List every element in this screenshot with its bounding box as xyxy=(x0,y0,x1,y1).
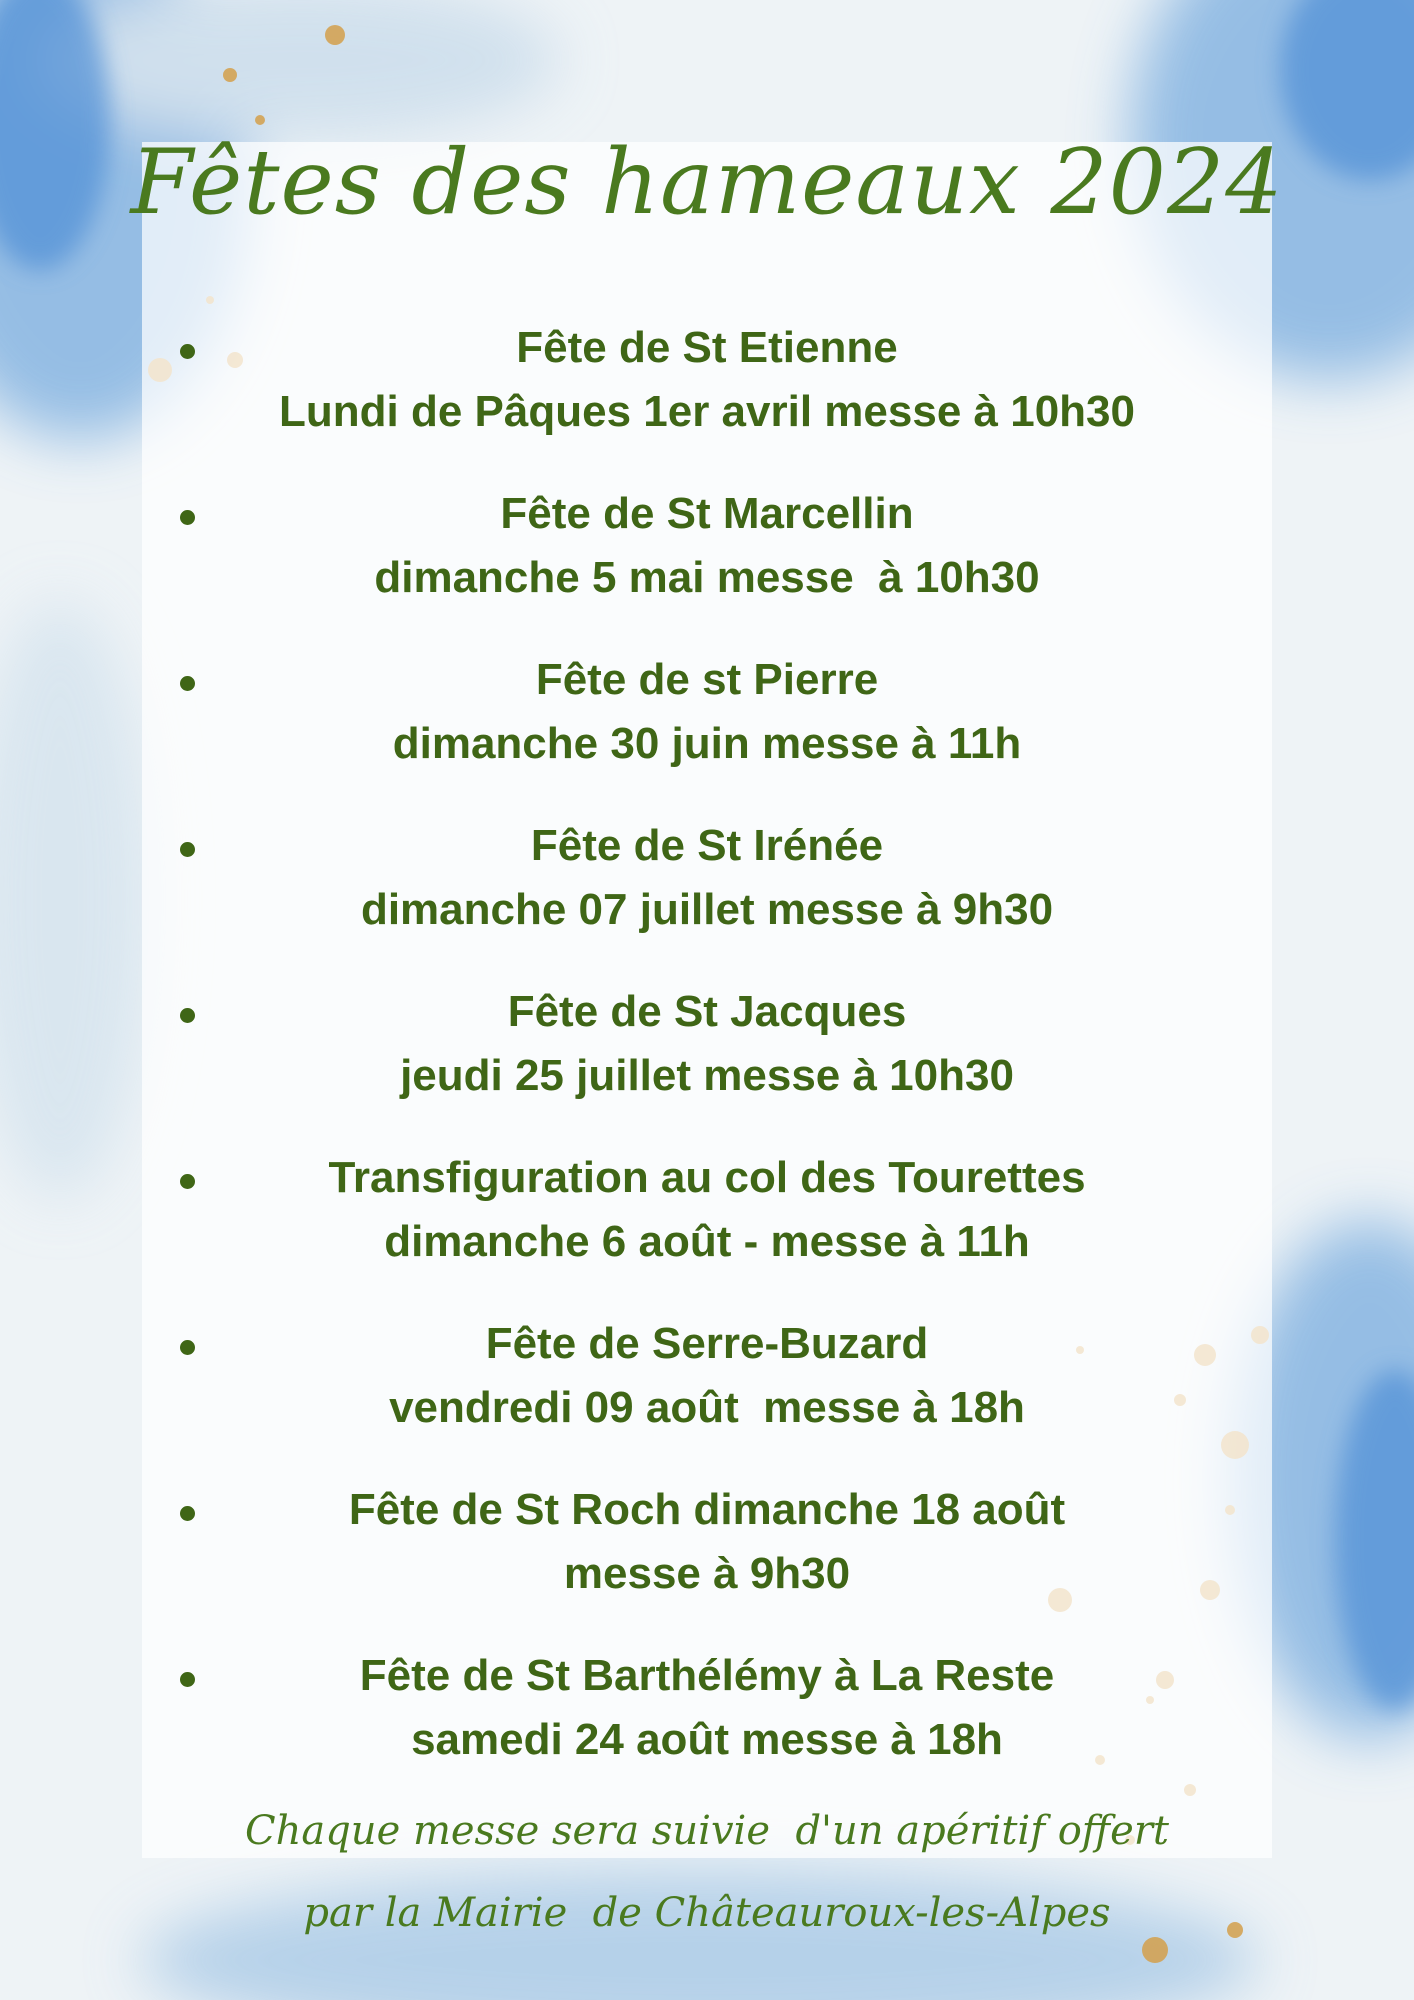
footer-note-line1: Chaque messe sera suivie d'un apéritif offert xyxy=(244,1808,1170,1854)
event-detail: dimanche 6 août - messe à 11h xyxy=(384,1217,1030,1266)
event-detail: jeudi 25 juillet messe à 10h30 xyxy=(400,1051,1014,1100)
list-item xyxy=(0,488,1414,618)
list-item xyxy=(0,1318,1414,1448)
event-name: Fête de St Barthélémy à La Reste xyxy=(359,1651,1055,1700)
event-detail: samedi 24 août messe à 18h xyxy=(411,1715,1003,1764)
list-item xyxy=(0,820,1414,950)
footer-note-line2: par la Mairie de Châteauroux-les-Alpes xyxy=(303,1890,1111,1936)
list-item xyxy=(0,1650,1414,1780)
event-name: Fête de st Pierre xyxy=(535,655,879,704)
event-name: Fête de St Irénée xyxy=(530,821,884,870)
list-item xyxy=(0,1152,1414,1282)
event-name: Fête de St Roch dimanche 18 août xyxy=(348,1485,1066,1534)
event-detail: dimanche 30 juin messe à 11h xyxy=(392,719,1022,768)
list-item xyxy=(0,986,1414,1116)
event-name: Fête de St Etienne xyxy=(516,323,898,372)
list-item xyxy=(0,322,1414,452)
event-name: Fête de St Jacques xyxy=(507,987,907,1036)
event-name: Fête de St Marcellin xyxy=(500,489,914,538)
event-name: Transfiguration au col des Tourettes xyxy=(328,1153,1086,1202)
list-item xyxy=(0,654,1414,784)
event-detail: dimanche 5 mai messe à 10h30 xyxy=(374,553,1040,602)
event-detail: messe à 9h30 xyxy=(563,1549,851,1598)
event-detail: Lundi de Pâques 1er avril messe à 10h30 xyxy=(279,387,1135,436)
list-item xyxy=(0,1484,1414,1614)
event-detail: dimanche 07 juillet messe à 9h30 xyxy=(360,885,1054,934)
event-detail: vendredi 09 août messe à 18h xyxy=(389,1383,1025,1432)
page-title: Fêtes des hameaux 2024 xyxy=(130,130,1284,235)
event-name: Fête de Serre-Buzard xyxy=(485,1319,929,1368)
